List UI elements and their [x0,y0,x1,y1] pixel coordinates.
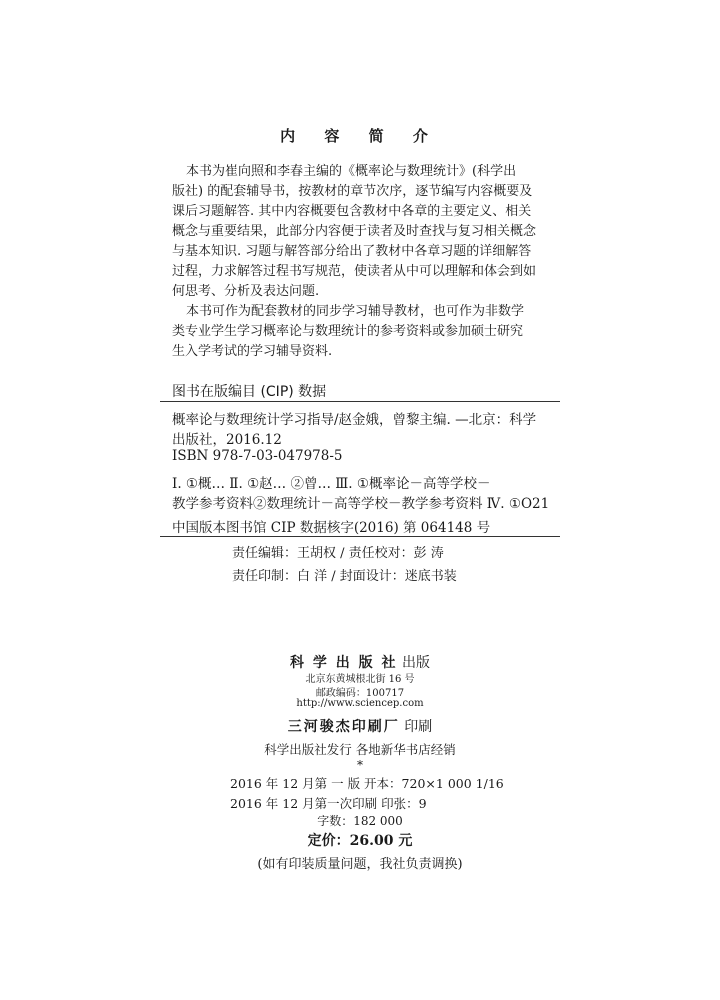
publisher-website: http://www.sciencep.com [296,698,424,709]
printer-name: 三河骏杰印刷厂 [287,719,400,735]
cip-line: Ⅰ. ①概… Ⅱ. ①赵… ②曾… Ⅲ. ①概率论－高等学校－ [172,476,491,492]
summary-line: 本书为崔向照和李春主编的《概率论与数理统计》(科学出 [186,164,517,179]
publisher-address: 北京东黄城根北街 16 号 [305,674,415,685]
printer-suffix: 印刷 [404,719,433,735]
price-value: 26.00 元 [349,833,413,849]
publisher-postcode: 邮政编码：100717 [315,688,405,699]
publisher-line [0,652,720,672]
cip-divider-bottom [160,536,560,537]
quality-notice: (如有印装质量问题，我社负责调换) [257,857,463,872]
asterisk: * [357,758,363,772]
edition-line: 2016 年 12 月第一次印刷 印张：9 [230,796,427,811]
summary-line: 与基本知识. 习题与解答部分给出了教材中各章习题的详细解答 [172,244,532,259]
publisher-name: 科 学 出 版 社 [290,655,398,671]
summary-line: 何思考、分析及表达问题. [172,284,320,299]
summary-line: 概念与重要结果，此部分内容便于读者及时查找与复习相关概念 [172,224,537,239]
price-label: 定价： [307,833,350,849]
staff-line: 责任印制：白 洋 / 封面设计：迷底书装 [232,569,457,584]
cip-line: 概率论与数理统计学习指导/赵金娥，曾黎主编. —北京：科学 [172,412,537,428]
summary-line: 过程，力求解答过程书写规范，使读者从中可以理解和体会到如 [172,264,537,279]
summary-line: 版社) 的配套辅导书，按教材的章节次序，逐节编写内容概要及 [172,184,533,199]
printer-line [0,716,720,736]
page-title: 内 容 简 介 [280,127,440,145]
summary-line: 生入学考试的学习辅导资料. [172,344,333,359]
cip-line: 中国版本图书馆 CIP 数据核字(2016) 第 064148 号 [172,520,491,536]
summary-line: 类专业学生学习概率论与数理统计的参考资料或参加硕士研究 [172,324,524,339]
edition-line: 2016 年 12 月第 一 版 开本：720×1 000 1/16 [230,776,504,791]
cip-divider [160,401,560,402]
word-count: 字数：182 000 [317,814,403,828]
cip-heading: 图书在版编目 (CIP) 数据 [172,384,327,400]
summary-line: 课后习题解答. 其中内容概要包含教材中各章的主要定义、相关 [172,204,532,219]
price-line [0,830,720,850]
cip-line: 教学参考资料②数理统计－高等学校－教学参考资料 Ⅳ. ①O21 [172,496,550,512]
staff-line: 责任编辑：王胡权 / 责任校对：彭 涛 [232,546,444,561]
cip-line: 出版社，2016.12 [172,432,282,448]
distribution-line: 科学出版社发行 各地新华书店经销 [264,742,456,757]
summary-line: 本书可作为配套教材的同步学习辅导教材，也可作为非数学 [186,304,525,319]
publisher-suffix: 出版 [401,655,430,671]
cip-line: ISBN 978-7-03-047978-5 [172,448,343,464]
